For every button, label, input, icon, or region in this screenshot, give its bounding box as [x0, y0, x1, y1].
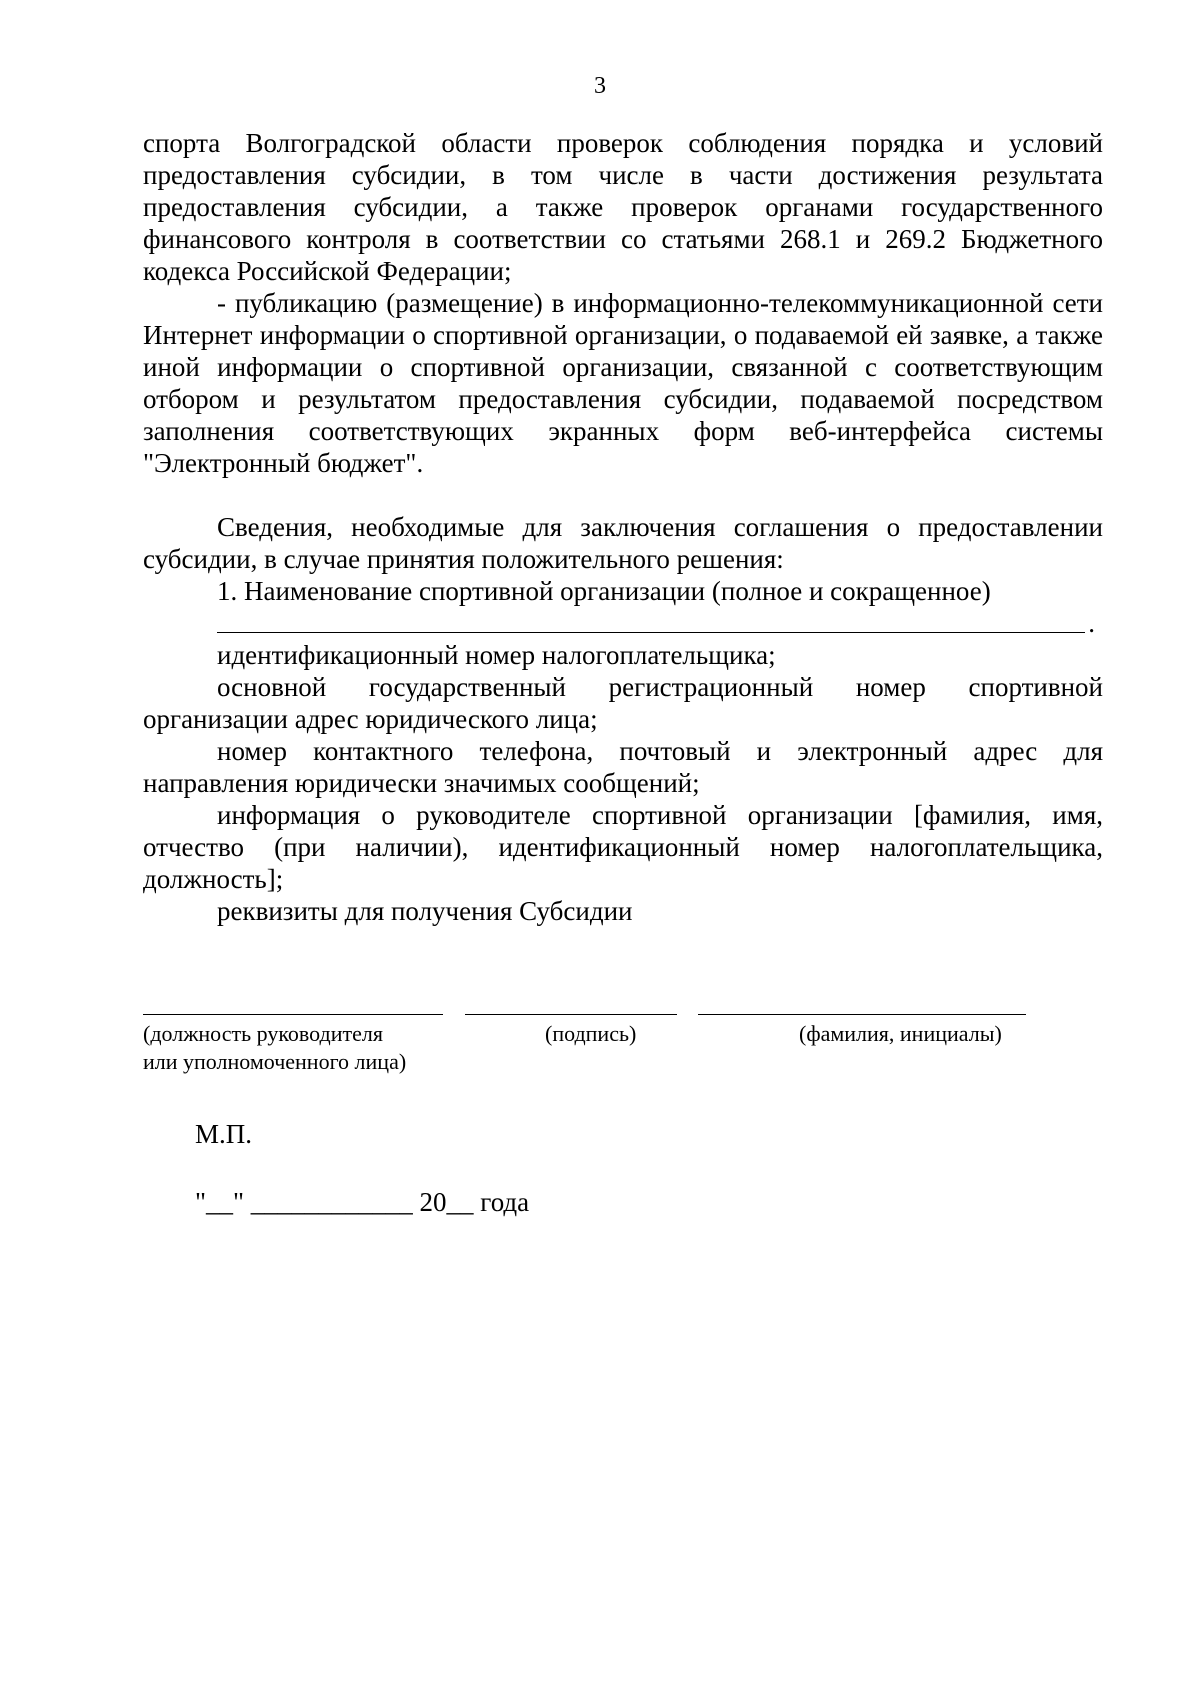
paragraph-bank-details: реквизиты для получения Субсидии [217, 896, 633, 926]
stamp-label: М.П. [195, 1119, 253, 1149]
paragraph-inn: идентификационный номер налогоплательщика; [217, 640, 776, 670]
paragraph-head-info: информация о руководителе спортивной организации [фамилия, имя, отчество (при наличии), идентификационный номер налогоплательщика, должность]; [143, 800, 1103, 894]
signature-block [143, 1014, 1023, 1094]
paragraph-ogrn-address: основной государственный регистрационный номер спортивной организации адрес юридического лица; [143, 672, 1103, 734]
position-caption [143, 1020, 406, 1076]
position-caption-line-2: или уполномоченного лица) [143, 1049, 407, 1074]
date-line: "__" ____________ 20__ года [195, 1187, 530, 1217]
organization-name-blank-line [217, 607, 1103, 639]
name-caption: (фамилия, инициалы) [799, 1021, 1002, 1046]
paragraph-contacts: номер контактного телефона, почтовый и электронный адрес для направления юридически значимых сообщений; [143, 736, 1103, 798]
signature-caption: (подпись) [545, 1021, 637, 1046]
position-signature-line [143, 1014, 443, 1015]
blank-underline [217, 632, 1085, 633]
paragraph-inspections: спорта Волгоградской области проверок соблюдения порядка и условий предоставления субсидии, в том числе в части достижения результата предоставления субсидии, а также проверок органами государственного финансового контроля в соответствии со статьями 268.1 и 269.2 Бюджетного кодекса Российской Федерации; [143, 128, 1103, 286]
position-caption-line-1: (должность руководителя [143, 1021, 383, 1046]
name-signature-line [698, 1014, 1026, 1015]
blank-line-period: . [1088, 608, 1095, 638]
paragraph-publication-consent: - публикацию (размещение) в информационно-телекоммуникационной сети Интернет информации о спортивной организации, о подаваемой ей заявке, а также иной информации о спортивной организации, связанной с соответствующим отбором и результатом предоставления субсидии, подаваемой посредством заполнения соответствующих экранных форм веб-интерфейса системы "Электронный бюджет". [143, 288, 1103, 478]
page-number: 3 [594, 73, 606, 99]
signature-line [465, 1014, 677, 1015]
document-body [143, 127, 1103, 927]
paragraph-organization-name: 1. Наименование спортивной организации (полное и сокращенное) [217, 576, 991, 606]
paragraph-agreement-info-heading: Сведения, необходимые для заключения соглашения о предоставлении субсидии, в случае принятия положительного решения: [143, 512, 1103, 574]
